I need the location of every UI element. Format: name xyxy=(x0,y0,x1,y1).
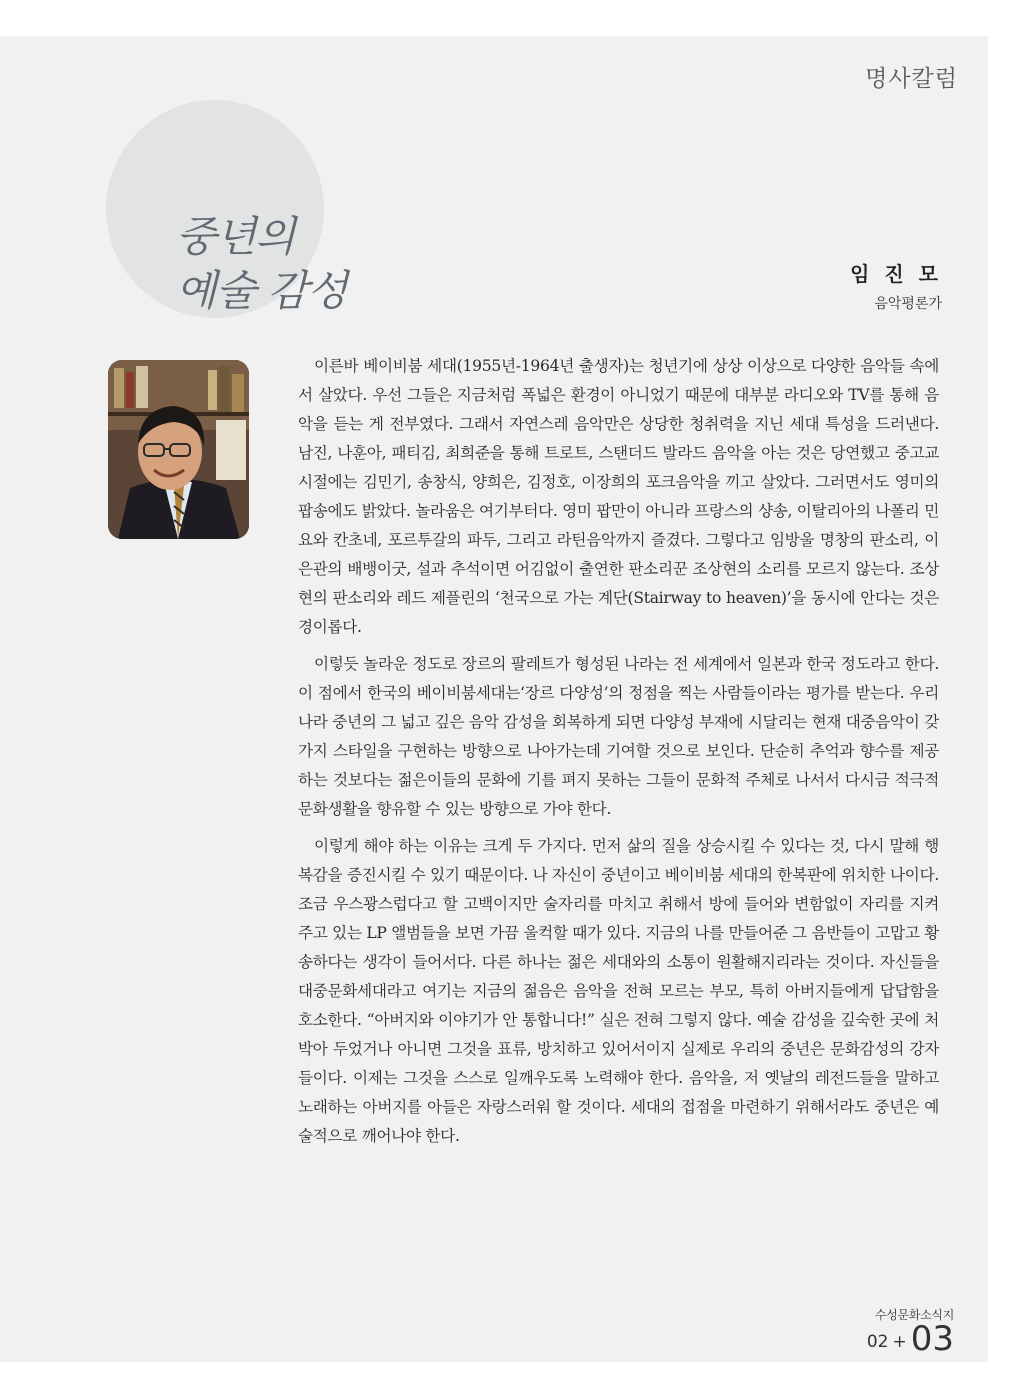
page-footer xyxy=(867,1306,954,1359)
page-number: 03 xyxy=(910,1319,954,1359)
article-paragraph: 이른바 베이비붐 세대(1955년-1964년 출생자)는 청년기에 상상 이상으로 다양한 음악들 속에서 살았다. 우선 그들은 지금처럼 폭넓은 환경이 아니었기 때문에 대부분 라디오와 TV를 통해 음악을 듣는 게 전부였다. 그래서 자연스레 음악만은 상당한 청취력을 지닌 세대 특성을 드러낸다. 남진, 나훈아, 패티김, 최희준을 통해 트로트, 스탠더드 발라드 음악을 아는 것은 당연했고 중고교 시절에는 김민기, 송창식, 양희은, 김정호, 이장희의 포크음악을 끼고 살았다. 그러면서도 영미의 팝송에도 밝았다. 놀라움은 여기부터다. 영미 팝만이 아니라 프랑스의 샹송, 이탈리아의 나폴리 민요와 칸초네, 포르투갈의 파두, 그리고 라틴음악까지 즐겼다. 그렇다고 임방울 명창의 판소리, 이은관의 배뱅이굿, 설과 추석이면 어김없이 출연한 판소리꾼 조상현의 소리를 모르지 않는다. 조상현의 판소리와 레드 제플린의 ‘천국으로 가는 계단(Stairway to heaven)’을 동시에 안다는 것은 경이롭다. xyxy=(298,357,939,636)
article-paragraph: 이렇듯 놀라운 정도로 장르의 팔레트가 형성된 나라는 전 세계에서 일본과 한국 정도라고 한다. 이 점에서 한국의 베이비붐세대는‘장르 다양성’의 정점을 찍는 사람들이라는 평가를 받는다. 우리나라 중년의 그 넓고 깊은 음악 감성을 회복하게 되면 다양성 부재에 시달리는 현재 대중음악이 갖가지 스타일을 구현하는 방향으로 나아가는데 기여할 것으로 보인다. 단순히 추억과 향수를 제공하는 것보다는 젊은이들의 문화에 기를 펴지 못하는 그들이 문화적 주체로 나서서 다시금 적극적 문화생활을 향유할 수 있는 방향으로 가야 한다. xyxy=(298,655,939,818)
magazine-name: 수성문화소식지 xyxy=(874,1308,954,1322)
article-title-line2: 예술 감성 xyxy=(176,266,347,315)
page-background xyxy=(0,36,988,1362)
author-role: 음악평론가 xyxy=(874,296,942,312)
article-title-line1: 중년의 xyxy=(176,212,295,261)
portrait-illustration xyxy=(108,360,249,539)
article-title xyxy=(176,210,347,318)
article-paragraph: 이렇게 해야 하는 이유는 크게 두 가지다. 먼저 삶의 질을 상승시킬 수 있다는 것, 다시 말해 행복감을 증진시킬 수 있기 때문이다. 나 자신이 중년이고 베이비붐 세대의 한복판에 위치한 나이다. 조금 우스꽝스럽다고 할 고백이지만 술자리를 마치고 취해서 방에 들어와 변함없이 자리를 지켜주고 있는 LP 앨범들을 보면 가끔 울컥할 때가 있다. 지금의 나를 만들어준 그 음반들이 고맙고 황송하다는 생각이 들어서다. 다른 하나는 젊은 세대와의 소통이 원활해지리라는 것이다. 자신들을 대중문화세대라고 여기는 지금의 젊음은 음악을 전혀 모르는 부모, 특히 아버지들에게 답답함을 호소한다. “아버지와 이야기가 안 통합니다!” 실은 전혀 그렇지 않다. 예술 감성을 깊숙한 곳에 처박아 두었거나 아니면 그것을 표류, 방치하고 있어서이지 실제로 우리의 중년은 문화감성의 강자들이다. 이제는 그것을 스스로 일깨우도록 노력해야 한다. 음악을, 저 옛날의 레전드들을 말하고 노래하는 아버지를 아들은 자랑스러워 할 것이다. 세대의 접점을 마련하기 위해서라도 중년은 예술적으로 깨어나야 한다. xyxy=(298,837,940,1145)
author-portrait-photo xyxy=(108,360,249,539)
author-block xyxy=(850,258,942,313)
issue-number: 02 xyxy=(866,1332,889,1352)
article-body xyxy=(298,352,939,1159)
page-separator: + xyxy=(892,1332,907,1352)
author-name: 임 진 모 xyxy=(850,262,942,286)
page-numbers xyxy=(867,1319,954,1359)
section-label: 명사칼럼 xyxy=(865,66,958,92)
